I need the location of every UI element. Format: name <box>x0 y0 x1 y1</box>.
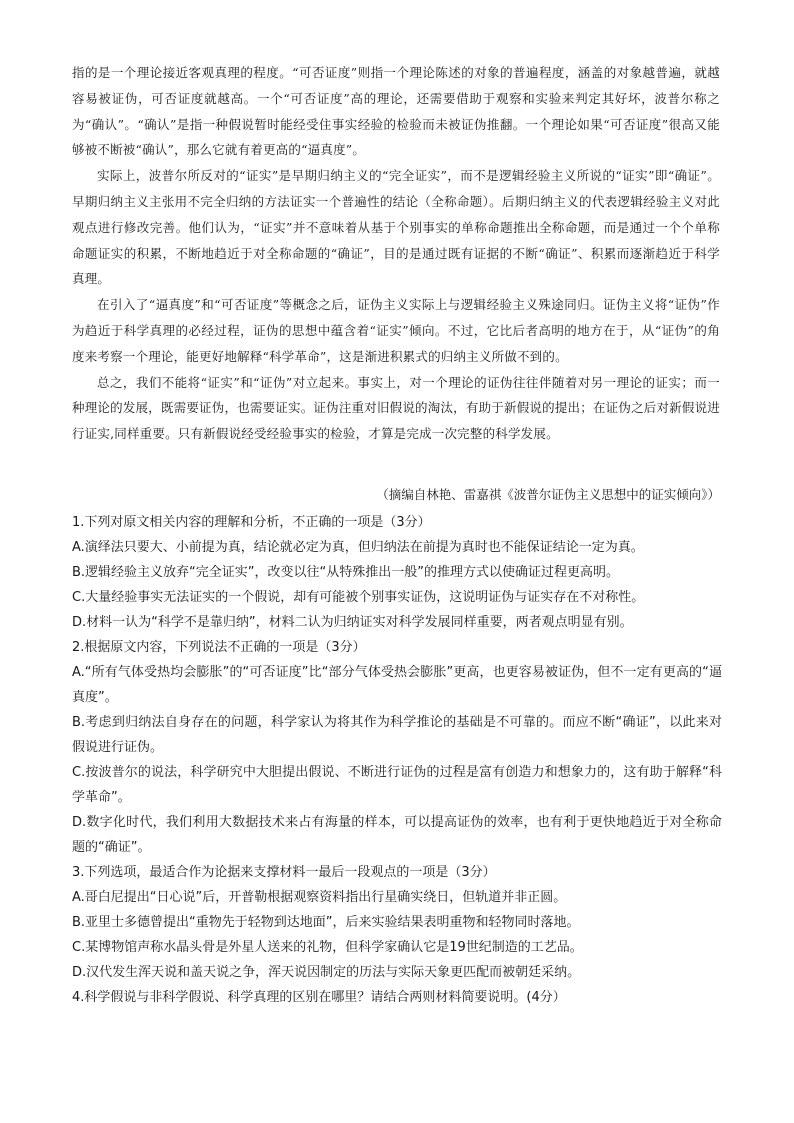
passage-paragraph-1: 指的是一个理论接近客观真理的程度。“可否证度”则指一个理论陈述的对象的普遍程度，涵盖的对象越普遍，就越容易被证伪，可否证度就越高。一个“可否证度”高的理论，还需要借助于观察和实验来判定其好坏，波普尔称之为“确认”。“确认”是指一种假说暂时能经受住事实经验的检验而未被证伪推翻。一个理论如果“可否证度”很高又能够被不断被“确认”，那么它就有着更高的“逼真度”。 <box>72 65 720 158</box>
question-3-option-b: B.亚里士多德曾提出“重物先于轻物到达地面”，后来实验结果表明重物和轻物同时落地。 <box>72 915 580 930</box>
question-2-stem: 2.根据原文内容，下列说法不正确的一项是（3分） <box>72 640 366 655</box>
question-1-option-d: D.材料一认为“科学不是靠归纳”，材料二认为归纳证实对科学发展同样重要，两者观点明显有别。 <box>72 615 633 630</box>
question-1-option-a: A.演绎法只要大、小前提为真，结论就必定为真，但归纳法在前提为真时也不能保证结论一定为真。 <box>72 540 644 555</box>
question-2-option-b: B.考虑到归纳法自身存在的问题，科学家认为将其作为科学推论的基础是不可靠的。而应不断“确证”，以此来对假说进行证伪。 <box>72 715 722 755</box>
question-4-stem: 4.科学假说与非科学假说、科学真理的区别在哪里？请结合两则材料简要说明。(4分） <box>72 990 566 1005</box>
passage-paragraph-3: 在引入了“逼真度”和“可否证度”等概念之后，证伪主义实际上与逻辑经验主义殊途同归。证伪主义将“证伪”作为趋近于科学真理的必经过程，证伪的思想中蕴含着“证实”倾向。不过，它比后者高明的地方在于，从“证伪”的角度来考察一个理论，能更好地解释“科学革命”，这是渐进积累式的归纳主义所做不到的。 <box>72 297 720 364</box>
question-1-option-b: B.逻辑经验主义放弃“完全证实”，改变以往“从特殊推出一般”的推理方式以使确证过程更高明。 <box>72 565 619 580</box>
question-1-stem: 1.下列对原文相关内容的理解和分析，不正确的一项是（3分） <box>72 515 431 530</box>
question-2-option-c: C.按波普尔的说法，科学研究中大胆提出假说、不断进行证伪的过程是富有创造力和想象力的，这有助于解释“科学革命”。 <box>72 765 722 805</box>
passage-paragraph-2: 实际上，波普尔所反对的“证实”是早期归纳主义的“完全证实”，而不是逻辑经验主义所说的“证实”即“确证”。早期归纳主义主张用不完全归纳的方法证实一个普遍性的结论（全称命题）。后期归纳主义的代表逻辑经验主义对此观点进行修改完善。他们认为，“证实”并不意味着从基于个别事实的单称命题推出全称命题，而是通过一个个单称命题证实的积累，不断地趋近于对全称命题的“确证”，目的是通过既有证据的不断“确证”、积累而逐渐趋近于科学真理。 <box>72 168 720 287</box>
question-3-option-c: C.某博物馆声称水晶头骨是外星人送来的礼物，但科学家确认它是19世纪制造的工艺品。 <box>72 940 583 955</box>
question-2-option-d: D.数字化时代，我们利用大数据技术来占有海量的样本，可以提高证伪的效率，也有利于更快地趋近于对全称命题的“确证”。 <box>72 815 722 855</box>
passage-paragraph-4: 总之，我们不能将“证实”和“证伪”对立起来。事实上，对一个理论的证伪往往伴随着对另一理论的证实；而一种理论的发展，既需要证伪，也需要证实。证伪注重对旧假说的淘汰，有助于新假说的提出；在证伪之后对新假说进行证实,同样重要。只有新假说经受经验事实的检验，才算是完成一次完整的科学发展。 <box>72 374 720 442</box>
question-list <box>72 510 722 1010</box>
passage-source: （摘编自林艳、雷嘉祺《波普尔证伪主义思想中的证实倾向》） <box>376 487 720 502</box>
question-3-stem: 3.下列选项，最适合作为论据来支撑材料一最后一段观点的一项是（3分） <box>72 865 496 880</box>
question-1-option-c: C.大量经验事实无法证实的一个假说，却有可能被个别事实证伪，这说明证伪与证实存在不对称性。 <box>72 590 645 605</box>
question-3-option-a: A.哥白尼提出“日心说”后，开普勒根据观察资料指出行星确实绕日，但轨道并非正圆。 <box>72 890 567 905</box>
question-2-option-a: A.“所有气体受热均会膨胀”的“可否证度”比“部分气体受热会膨胀”更高，也更容易被证伪，但不一定有更高的“逼真度”。 <box>72 665 722 705</box>
question-3-option-d: D.汉代发生浑天说和盖天说之争，浑天说因制定的历法与实际天象更匹配而被朝廷采纳。 <box>72 965 581 980</box>
reading-passage <box>72 60 720 447</box>
